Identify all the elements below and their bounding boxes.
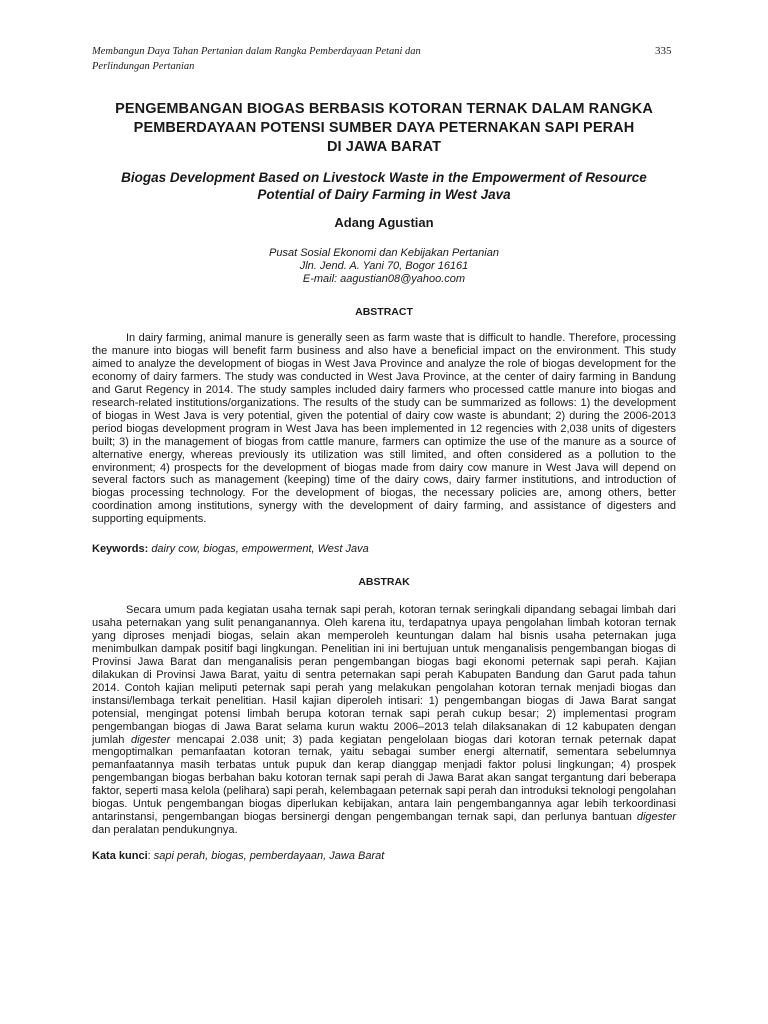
running-head-line-1: Membangun Daya Tahan Pertanian dalam Rangka Pemberdayaan Petani dan (92, 46, 421, 57)
abstract-text: In dairy farming, animal manure is generally seen as farm waste that is difficult to handle. Therefore, processing the manure into biogas will benefit farm business and also have a beneficial impact on the environment. This study aimed to analyze the development of biogas in West Java Province and analyze the role of biogas development for the economy of dairy farmers. The study was conducted in West Java Province, at the center of dairy farming in Bandung and Garut Regency in 2014. The study samples included dairy farmers who processed cattle manure into biogas and research-related institutions/organizations. The results of the study can be summarized as follows: 1) the development of biogas in West Java is very potential, given the potential of dairy cow waste is abundant; 2) during the 2006-2013 period biogas development program in West Java has been implemented in 12 regencies with 2,038 units of digesters built; 3) in the management of biogas from cattle manure, farmers can optimize the use of the manure as a source of alternative energy, whereas previously its utilization was still limited, and often considered as a pollution to the environment; 4) prospects for the development of biogas made from dairy cow manure in West Java will depend on several factors such as management (keeping) time of the dairy cows, dairy farmer institutions, and introduction of biogas processing technology. For the development of biogas, the necessary policies are, among others, better coordination among institutions, synergy with the development of dairy farming, and assistance of digesters and supporting equipments. (92, 332, 676, 526)
abstrak-term-digester-2: digester (636, 811, 676, 824)
affiliation-address: Jln. Jend. A. Yani 70, Bogor 16161 (299, 260, 469, 272)
abstract-heading: ABSTRACT (355, 306, 413, 318)
abstrak-text-part-3: dan peralatan pendukungnya. (92, 824, 238, 837)
author-affiliation (92, 247, 676, 286)
abstrak-text (92, 604, 676, 837)
affiliation-institution: Pusat Sosial Ekonomi dan Kebijakan Pertanian (269, 247, 499, 259)
paper-title (82, 100, 686, 157)
kata-kunci-label: Kata kunci (92, 850, 148, 862)
english-title-line-2: Potential of Dairy Farming in West Java (257, 187, 511, 202)
abstrak-text-part-1: Secara umum pada kegiatan usaha ternak sapi perah, kotoran ternak seringkali dipandang sebagai limbah dari usaha peternakan yang sulit penanganannya. Oleh karena itu, terdapatnya upaya pengolahan limbah kotoran ternak yang diproses menjadi biogas, selain akan memperoleh keuntungan dalam hal bisnis usaha peternakan juga menimbulkan dampak positif bagi lingkungan. Penelitian ini ini bertujuan untuk menganalisis pengembangan biogas di Provinsi Jawa Barat dan menganalisis peran pengembangan biogas bagi ekonomi peternak sapi perah. Kajian dilakukan di Provinsi Jawa Barat, yaitu di sentra peternakan sapi perah Kabupaten Bandung dan Garut pada tahun 2014. Contoh kajian meliputi peternak sapi perah yang melakukan pengolahan kotoran ternak menjadi biogas dan instansi/lembaga terkait penelitian. Hasil kajian diperoleh intisari: 1) pengembangan biogas di Jawa Barat sangat potensial, mengingat potensi limbah berupa kotoran ternak sapi perah cukup besar; 2) implementasi program pengembangan biogas di Jawa Barat selama kurun waktu 2006–2013 telah dilaksanakan di 12 kabupaten dengan jumlah (92, 604, 676, 746)
keywords-indonesian (92, 850, 676, 863)
title-line-2: PEMBERDAYAAN POTENSI SUMBER DAYA PETERNAKAN SAPI PERAH (133, 120, 635, 136)
affiliation-email: E-mail: aagustian08@yahoo.com (302, 273, 466, 285)
author-name: Adang Agustian (334, 215, 434, 230)
kata-kunci-colon: : (147, 850, 151, 862)
english-title-line-1: Biogas Development Based on Livestock Waste in the Empowerment of Resource (121, 170, 647, 185)
keywords-english (92, 543, 676, 556)
running-head-line-2: Perlindungan Pertanian (92, 61, 195, 72)
keywords-value: dairy cow, biogas, empowerment, West Java (151, 543, 369, 555)
english-title (92, 169, 676, 203)
abstrak-text-part-2: mencapai 2.038 unit; 3) pada kegiatan pengelolaan biogas dari kotoran ternak peternak dapat mengoptimalkan pemanfaatan kotoran ternak, yaitu sebagai sumber energi alternatif, sementara sebelumnya pemanfaatannya masih terbatas untuk pupuk dan kerap dianggap menjadi faktor polusi lingkungan; 4) prospek pengembangan biogas berbahan baku kotoran ternak sapi perah di Jawa Barat akan sangat tergantung dari beberapa faktor, seperti masa kelola (pelihara) sapi perah, kelembagaan peternak sapi perah dan introduksi teknologi pengolahan biogas. Untuk pengembangan biogas diperlukan kebijakan, antara lain pengembangannya agar lebih terkoordinasi antarinstansi, pengembangan biogas bersinergi dengan pengembangan ternak sapi, dan perlunya bantuan (92, 733, 676, 824)
kata-kunci-value: sapi perah, biogas, pemberdayaan, Jawa Barat (150, 850, 385, 862)
title-line-3: DI JAWA BARAT (326, 139, 442, 155)
title-line-1: PENGEMBANGAN BIOGAS BERBASIS KOTORAN TERNAK DALAM RANGKA (115, 101, 653, 117)
page-number: 335 (655, 45, 672, 57)
abstrak-term-digester-1: digester (131, 733, 171, 746)
running-head (92, 44, 522, 74)
keywords-label: Keywords: (92, 543, 149, 555)
abstrak-heading: ABSTRAK (358, 576, 410, 588)
